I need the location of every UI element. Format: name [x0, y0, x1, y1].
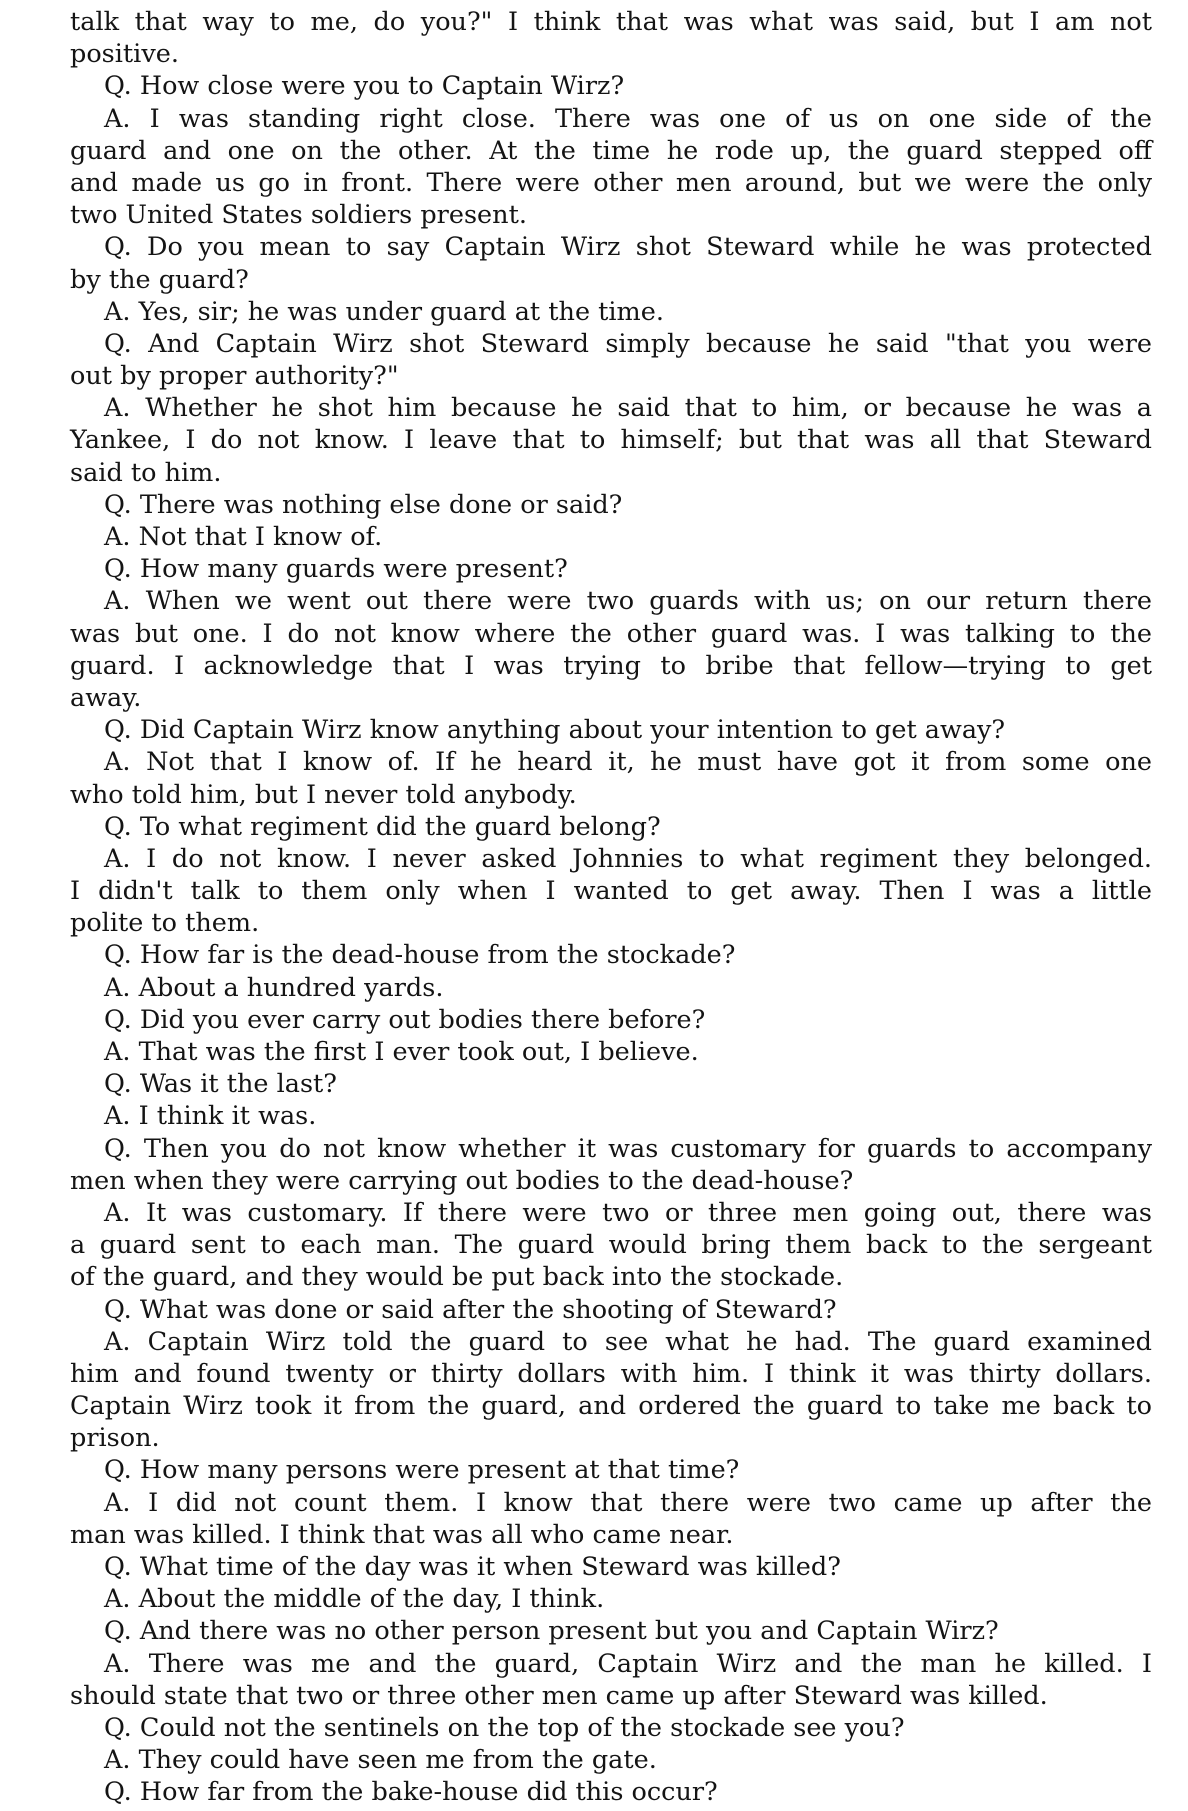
text-line: men when they were carrying out bodies to the dead-house? [70, 1165, 854, 1196]
text-line: was but one. I do not know where the other guard was. I was talking to the [70, 618, 1152, 649]
answer-line: A. Yes, sir; he was under guard at the time. [104, 296, 664, 327]
answer-line: A. They could have seen me from the gate. [104, 1745, 657, 1776]
question-line: Q. And Captain Wirz shot Steward simply because he said "that you were [104, 328, 1152, 359]
question-line: Q. To what regiment did the guard belong? [104, 811, 661, 842]
text-line: of the guard, and they would be put back into the stockade. [70, 1262, 844, 1293]
answer-line: A. Captain Wirz told the guard to see what he had. The guard examined [104, 1326, 1152, 1357]
text-line: talk that way to me, do you?" I think that was what was said, but I am not [70, 7, 1152, 37]
answer-line: A. It was customary. If there were two or three men going out, there was [104, 1197, 1152, 1228]
text-line: guard and one on the other. At the time he rode up, the guard stepped off [70, 135, 1152, 166]
answer-line: A. I was standing right close. There was one of us on one side of the [104, 103, 1152, 134]
text-line: positive. [70, 39, 179, 70]
question-line: Q. What time of the day was it when Steward was killed? [104, 1552, 841, 1582]
question-line: Q. How far from the bake-house did this occur? [104, 1777, 718, 1808]
answer-line: A. That was the first I ever took out, I believe. [104, 1037, 699, 1067]
answer-line: A. When we went out there were two guards with us; on our return there [104, 586, 1152, 617]
text-line: should state that two or three other men came up after Steward was killed. [70, 1680, 1048, 1711]
text-line: two United States soldiers present. [70, 200, 527, 231]
text-line: and made us go in front. There were other men around, but we were the only [70, 167, 1152, 198]
answer-line: A. About a hundred yards. [104, 972, 444, 1003]
answer-line: A. There was me and the guard, Captain Wirz and the man he killed. I [104, 1648, 1152, 1679]
answer-line: A. Whether he shot him because he said that to him, or because he was a [104, 393, 1152, 424]
text-line: polite to them. [70, 908, 260, 939]
question-line: Q. What was done or said after the shooting of Steward? [104, 1294, 837, 1325]
testimony-text [70, 6, 1152, 1809]
text-line: out by proper authority?" [70, 361, 399, 392]
question-line: Q. How far is the dead-house from the stockade? [104, 940, 736, 971]
question-line: Q. Did Captain Wirz know anything about your intention to get away? [104, 715, 1006, 746]
answer-line: A. Not that I know of. [104, 522, 383, 552]
text-line: away. [70, 682, 142, 713]
text-line: guard. I acknowledge that I was trying to bribe that fellow—trying to get [70, 650, 1152, 681]
question-line: Q. Do you mean to say Captain Wirz shot Steward while he was protected [104, 232, 1152, 263]
question-line: Q. How close were you to Captain Wirz? [104, 71, 625, 102]
text-line: a guard sent to each man. The guard would bring them back to the sergeant [70, 1230, 1152, 1261]
answer-line: A. I think it was. [104, 1101, 317, 1132]
text-line: I didn't talk to them only when I wanted to get away. Then I was a little [70, 876, 1152, 907]
text-line: him and found twenty or thirty dollars with him. I think it was thirty dollars. [70, 1358, 1152, 1389]
question-line: Q. How many guards were present? [104, 554, 568, 585]
question-line: Q. Then you do not know whether it was customary for guards to accompany [104, 1133, 1152, 1164]
answer-line: A. I do not know. I never asked Johnnies to what regiment they belonged. [104, 843, 1152, 874]
text-line: prison. [70, 1423, 160, 1454]
question-line: Q. Was it the last? [104, 1069, 337, 1100]
question-line: Q. And there was no other person present but you and Captain Wirz? [104, 1616, 999, 1647]
text-line: Captain Wirz took it from the guard, and ordered the guard to take me back to [70, 1391, 1152, 1422]
text-line: who told him, but I never told anybody. [70, 779, 577, 810]
text-line: man was killed. I think that was all who came near. [70, 1519, 734, 1550]
question-line: Q. Could not the sentinels on the top of the stockade see you? [104, 1712, 905, 1743]
text-line: said to him. [70, 457, 222, 488]
answer-line: A. Not that I know of. If he heard it, he must have got it from some one [104, 747, 1152, 778]
question-line: Q. How many persons were present at that time? [104, 1455, 740, 1486]
text-line: Yankee, I do not know. I leave that to himself; but that was all that Steward [70, 425, 1152, 456]
answer-line: A. About the middle of the day, I think. [104, 1584, 605, 1615]
question-line: Q. Did you ever carry out bodies there before? [104, 1004, 706, 1035]
question-line: Q. There was nothing else done or said? [104, 489, 623, 520]
answer-line: A. I did not count them. I know that there were two came up after the [104, 1487, 1152, 1518]
text-line: by the guard? [70, 264, 249, 295]
